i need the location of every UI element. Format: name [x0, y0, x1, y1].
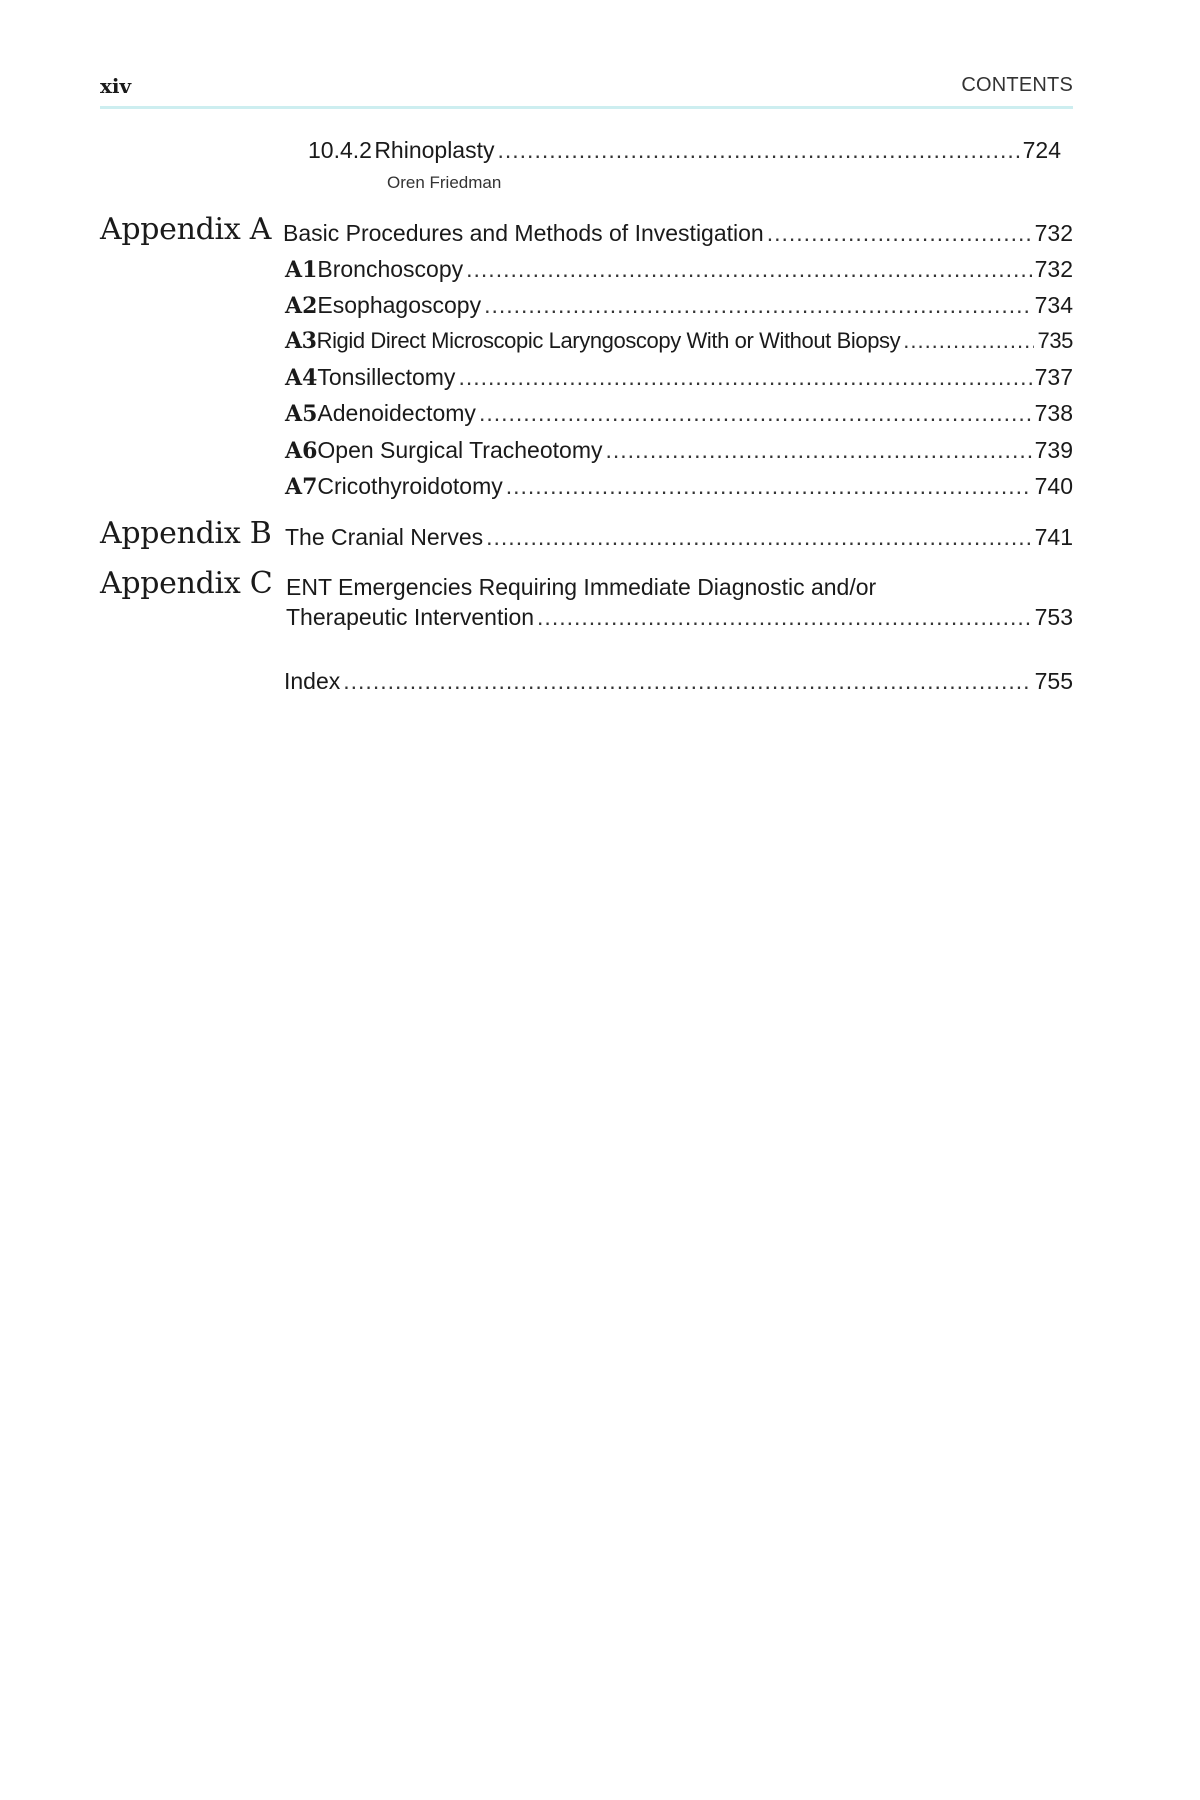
toc-entry-a7[interactable]: [285, 473, 1073, 500]
dot-leader: [498, 137, 1020, 164]
entry-title: Therapeutic Intervention: [286, 604, 535, 630]
toc-entry-a4[interactable]: [285, 364, 1073, 391]
toc-entry-a6[interactable]: [285, 437, 1073, 464]
item-code: A7: [285, 474, 318, 500]
item-code: A5: [285, 401, 318, 427]
dot-leader: [479, 400, 1032, 427]
entry-page: 740: [1034, 473, 1073, 499]
appendix-c-label: Appendix C: [100, 566, 273, 601]
entry-page: 724: [1022, 137, 1061, 163]
dot-leader: [537, 604, 1032, 631]
entry-page: 738: [1034, 400, 1073, 426]
dot-leader: [605, 437, 1031, 464]
entry-page: 755: [1034, 668, 1073, 694]
dot-leader: [484, 292, 1032, 319]
item-code: A6: [285, 438, 318, 464]
toc-entry-appendix-b[interactable]: [285, 524, 1073, 551]
dot-leader: [903, 328, 1034, 354]
entry-title: The Cranial Nerves: [285, 524, 484, 550]
entry-title: Bronchoscopy: [317, 256, 464, 282]
item-code: A3: [285, 328, 317, 354]
entry-title: Basic Procedures and Methods of Investigation: [283, 220, 764, 246]
entry-author: Oren Friedman: [387, 173, 502, 192]
running-title: CONTENTS: [961, 74, 1073, 96]
toc-entry-a3[interactable]: [285, 328, 1073, 354]
toc-entry-index[interactable]: [284, 668, 1073, 695]
appendix-b-label: Appendix B: [100, 516, 272, 551]
dot-leader: [458, 364, 1031, 391]
entry-title: Esophagoscopy: [317, 292, 482, 318]
appendix-a-label: Appendix A: [100, 212, 272, 247]
entry-title: Adenoidectomy: [317, 400, 476, 426]
toc-entry-appendix-c[interactable]: [286, 604, 1073, 631]
appendix-c-title-line1[interactable]: ENT Emergencies Requiring Immediate Diagnostic and/or: [286, 574, 877, 600]
entry-title: Rhinoplasty: [374, 137, 495, 163]
entry-page: 734: [1034, 292, 1073, 318]
toc-entry-a5[interactable]: [285, 400, 1073, 427]
dot-leader: [486, 524, 1031, 551]
dot-leader: [343, 668, 1031, 695]
entry-page: 753: [1034, 604, 1073, 630]
entry-page: 737: [1034, 364, 1073, 390]
header-rule: [100, 106, 1073, 109]
item-code: A2: [285, 293, 318, 319]
section-number: 10.4.2: [308, 137, 372, 163]
entry-title: Open Surgical Tracheotomy: [317, 437, 603, 463]
entry-page: 741: [1034, 524, 1073, 550]
toc-entry-appendix-a[interactable]: [283, 220, 1073, 247]
toc-entry-a2[interactable]: [285, 292, 1073, 319]
dot-leader: [506, 473, 1032, 500]
page-number: xiv: [100, 74, 132, 98]
dot-leader: [466, 256, 1031, 283]
toc-entry-rhinoplasty[interactable]: [308, 137, 1061, 164]
entry-title: Tonsillectomy: [317, 364, 456, 390]
toc-entry-a1[interactable]: [285, 256, 1073, 283]
dot-leader: [767, 220, 1032, 247]
entry-page: 739: [1034, 437, 1073, 463]
item-code: A1: [285, 257, 318, 283]
entry-title: Index: [284, 668, 341, 694]
entry-page: 732: [1034, 256, 1073, 282]
entry-title: Rigid Direct Microscopic Laryngoscopy With or Without Biopsy: [316, 328, 901, 353]
entry-title: Cricothyroidotomy: [317, 473, 503, 499]
entry-page: 735: [1037, 328, 1073, 353]
item-code: A4: [285, 365, 318, 391]
entry-page: 732: [1034, 220, 1073, 246]
